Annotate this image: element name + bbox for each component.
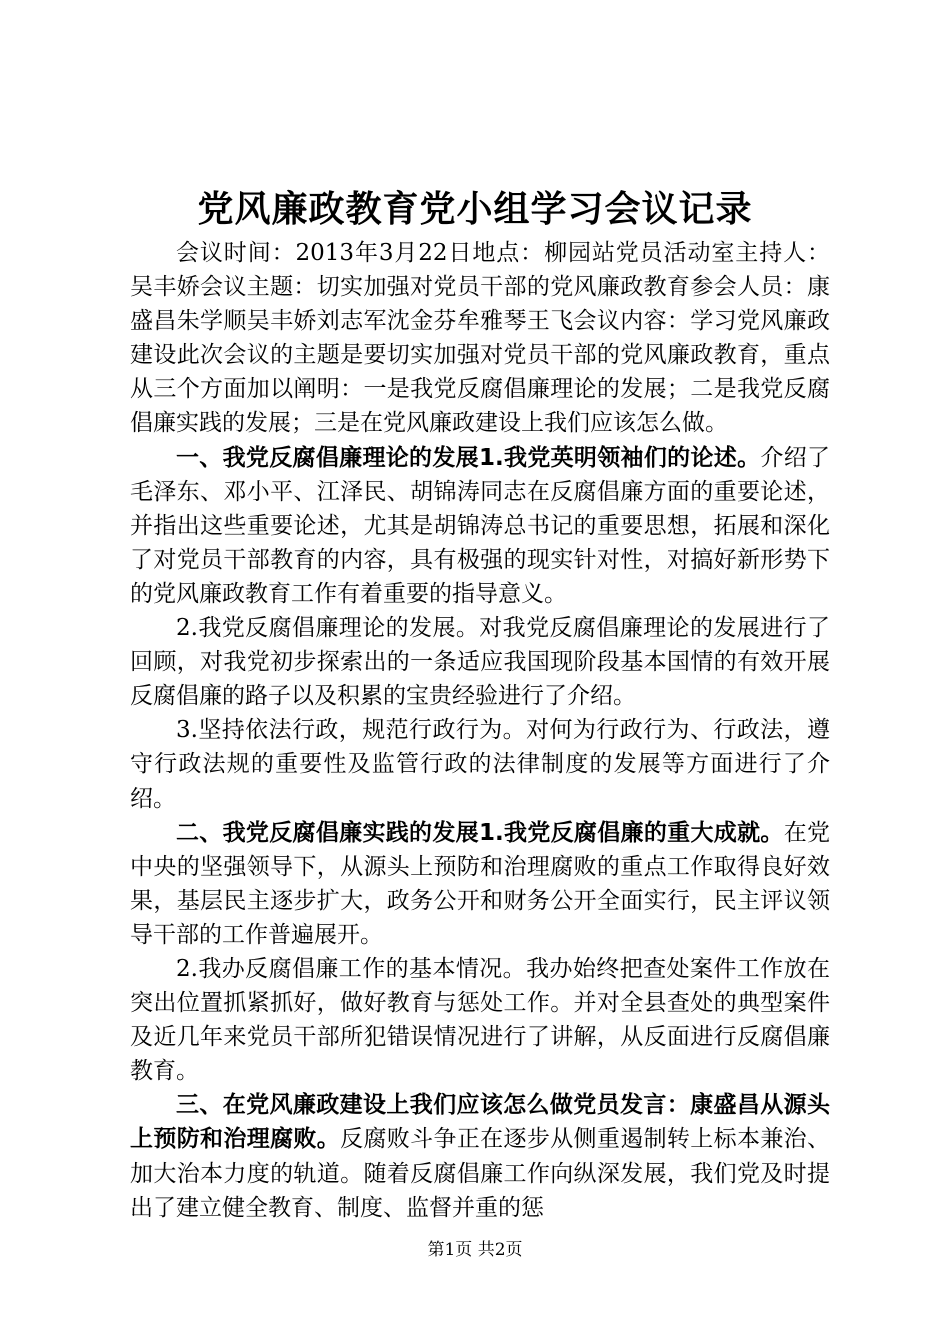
paragraph-text: 会议时间：2013年3月22日地点：柳园站党员活动室主持人：吴丰娇会议主题：切实加强对党员干部的党风廉政教育参会人员：康盛昌朱学顺吴丰娇刘志军沈金芬牟雅琴王飞会议内容：学习党风廉政建设此次会议的主题是要切实加强对党员干部的党风廉政教育，重点从三个方面加以阐明：一是我党反腐倡廉理论的发展；二是我党反腐倡廉实践的发展；三是在党风廉政建设上我们应该怎么做。: [130, 240, 830, 437]
paragraph-meeting-info: [130, 236, 830, 441]
document-body: [130, 236, 830, 1225]
paragraph-text: 3.坚持依法行政，规范行政行为。对何为行政行为、行政法，遵守行政法规的重要性及监管行政的法律制度的发展等方面进行了介绍。: [130, 717, 830, 812]
paragraph-text: 2.我办反腐倡廉工作的基本情况。我办始终把查处案件工作放在突出位置抓紧抓好，做好教育与惩处工作。并对全县查处的典型案件及近几年来党员干部所犯错误情况进行了讲解，从反面进行反腐倡廉教育。: [130, 955, 830, 1085]
paragraph-section-3: [130, 1088, 830, 1224]
section-heading-3: 三、在党风廉政建设上我们应该怎么做党员发言：康盛昌从源头上预防和治理腐败。: [130, 1092, 830, 1153]
paragraph-section-1: [130, 441, 830, 611]
paragraph-text: 2.我党反腐倡廉理论的发展。对我党反腐倡廉理论的发展进行了回顾，对我党初步探索出的一条适应我国现阶段基本国情的有效开展反腐倡廉的路子以及积累的宝贵经验进行了介绍。: [130, 615, 830, 710]
paragraph-item-2b: [130, 952, 830, 1088]
paragraph-section-2: [130, 816, 830, 952]
section-heading-2: 二、我党反腐倡廉实践的发展1.我党反腐倡廉的重大成就。: [176, 819, 784, 846]
paragraph-text: 在党中央的坚强领导下，从源头上预防和治理腐败的重点工作取得良好效果，基层民主逐步扩大，政务公开和财务公开全面实行，民主评议领导干部的工作普遍展开。: [130, 819, 830, 948]
paragraph-item-3: [130, 713, 830, 815]
paragraph-text: 介绍了毛泽东、邓小平、江泽民、胡锦涛同志在反腐倡廉方面的重要论述，并指出这些重要论述，尤其是胡锦涛总书记的重要思想，拓展和深化了对党员干部教育的内容，具有极强的现实针对性，对搞好新形势下的党风廉政教育工作有着重要的指导意义。: [130, 444, 831, 607]
page-number: 第1页 共2页: [427, 1240, 523, 1260]
section-heading-1: 一、我党反腐倡廉理论的发展1.我党英明领袖们的论述。: [176, 444, 761, 471]
document-title: 党风廉政教育党小组学习会议记录: [197, 189, 753, 230]
paragraph-item-2: [130, 611, 830, 713]
paragraph-text: 反腐败斗争正在逐步从侧重遏制转上标本兼治、加大治本力度的轨道。随着反腐倡廉工作向纵深发展，我们党及时提出了建立健全教育、制度、监督并重的惩: [130, 1126, 831, 1221]
